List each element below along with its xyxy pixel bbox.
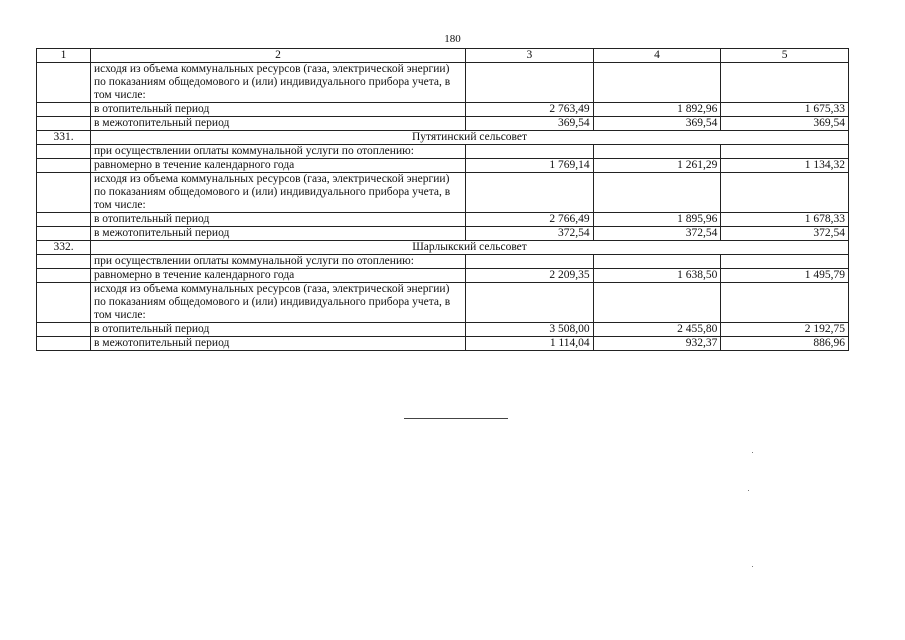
table-row	[37, 269, 849, 283]
value-cell-3: 1 114,04	[466, 337, 594, 351]
value-cell-3: 2 763,49	[466, 103, 594, 117]
value-cell-4: 372,54	[593, 227, 721, 241]
row-label: в межотопительный период	[91, 117, 466, 131]
row-label: равномерно в течение календарного года	[91, 159, 466, 173]
value-cell-3	[466, 173, 594, 213]
section-row	[37, 131, 849, 145]
row-label: в межотопительный период	[91, 227, 466, 241]
section-number: 331.	[37, 131, 91, 145]
value-cell-4: 369,54	[593, 117, 721, 131]
row-label: в отопительный период	[91, 323, 466, 337]
row-number-cell	[37, 173, 91, 213]
scan-speck	[752, 452, 753, 453]
table-header-row	[37, 49, 849, 63]
value-cell-4	[593, 145, 721, 159]
row-number-cell	[37, 213, 91, 227]
value-cell-3: 2 766,49	[466, 213, 594, 227]
value-cell-3: 2 209,35	[466, 269, 594, 283]
column-header-5: 5	[721, 49, 849, 63]
value-cell-4: 1 261,29	[593, 159, 721, 173]
row-number-cell	[37, 227, 91, 241]
table-row	[37, 213, 849, 227]
column-header-2: 2	[91, 49, 466, 63]
footer-divider	[404, 418, 508, 419]
value-cell-5	[721, 63, 849, 103]
value-cell-3	[466, 63, 594, 103]
text-row	[37, 283, 849, 323]
value-cell-5: 1 134,32	[721, 159, 849, 173]
value-cell-4	[593, 173, 721, 213]
column-header-1: 1	[37, 49, 91, 63]
value-cell-5	[721, 145, 849, 159]
row-label: при осуществлении оплаты коммунальной услуги по отоплению:	[91, 145, 466, 159]
text-row	[37, 145, 849, 159]
table-row	[37, 227, 849, 241]
row-number-cell	[37, 159, 91, 173]
value-cell-4: 1 892,96	[593, 103, 721, 117]
row-label: равномерно в течение календарного года	[91, 269, 466, 283]
table-row	[37, 337, 849, 351]
row-number-cell	[37, 269, 91, 283]
row-number-cell	[37, 145, 91, 159]
value-cell-5: 1 495,79	[721, 269, 849, 283]
value-cell-4	[593, 255, 721, 269]
value-cell-4: 932,37	[593, 337, 721, 351]
row-number-cell	[37, 103, 91, 117]
value-cell-4	[593, 283, 721, 323]
value-cell-5: 2 192,75	[721, 323, 849, 337]
row-label: исходя из объема коммунальных ресурсов (газа, электрической энергии) по показаниям общедомового и (или) индивидуального прибора учета, в том числе:	[91, 173, 466, 213]
row-label: при осуществлении оплаты коммунальной услуги по отоплению:	[91, 255, 466, 269]
table-row	[37, 117, 849, 131]
tariff-table	[36, 48, 849, 351]
column-header-4: 4	[593, 49, 721, 63]
value-cell-3: 3 508,00	[466, 323, 594, 337]
section-title: Шарлыкский сельсовет	[91, 241, 849, 255]
row-label: исходя из объема коммунальных ресурсов (газа, электрической энергии) по показаниям общедомового и (или) индивидуального прибора учета, в том числе:	[91, 283, 466, 323]
value-cell-3: 372,54	[466, 227, 594, 241]
value-cell-5	[721, 173, 849, 213]
value-cell-3	[466, 255, 594, 269]
column-header-3: 3	[466, 49, 594, 63]
row-label: исходя из объема коммунальных ресурсов (газа, электрической энергии) по показаниям общедомового и (или) индивидуального прибора учета, в том числе:	[91, 63, 466, 103]
value-cell-5: 886,96	[721, 337, 849, 351]
section-row	[37, 241, 849, 255]
table-row	[37, 323, 849, 337]
value-cell-5	[721, 255, 849, 269]
value-cell-4: 2 455,80	[593, 323, 721, 337]
value-cell-5: 1 675,33	[721, 103, 849, 117]
row-number-cell	[37, 337, 91, 351]
page-number: 180	[444, 33, 461, 45]
value-cell-4	[593, 63, 721, 103]
value-cell-3	[466, 283, 594, 323]
scan-speck	[748, 490, 749, 491]
text-row	[37, 63, 849, 103]
row-number-cell	[37, 323, 91, 337]
value-cell-5: 369,54	[721, 117, 849, 131]
table-row	[37, 159, 849, 173]
value-cell-5	[721, 283, 849, 323]
text-row	[37, 255, 849, 269]
value-cell-4: 1 638,50	[593, 269, 721, 283]
value-cell-5: 372,54	[721, 227, 849, 241]
row-number-cell	[37, 63, 91, 103]
scan-speck	[752, 566, 753, 567]
row-label: в межотопительный период	[91, 337, 466, 351]
table-row	[37, 103, 849, 117]
row-number-cell	[37, 117, 91, 131]
row-label: в отопительный период	[91, 213, 466, 227]
row-label: в отопительный период	[91, 103, 466, 117]
row-number-cell	[37, 283, 91, 323]
tariff-table-body	[37, 49, 849, 351]
section-number: 332.	[37, 241, 91, 255]
value-cell-3: 369,54	[466, 117, 594, 131]
value-cell-3: 1 769,14	[466, 159, 594, 173]
value-cell-5: 1 678,33	[721, 213, 849, 227]
text-row	[37, 173, 849, 213]
row-number-cell	[37, 255, 91, 269]
section-title: Путятинский сельсовет	[91, 131, 849, 145]
value-cell-4: 1 895,96	[593, 213, 721, 227]
value-cell-3	[466, 145, 594, 159]
